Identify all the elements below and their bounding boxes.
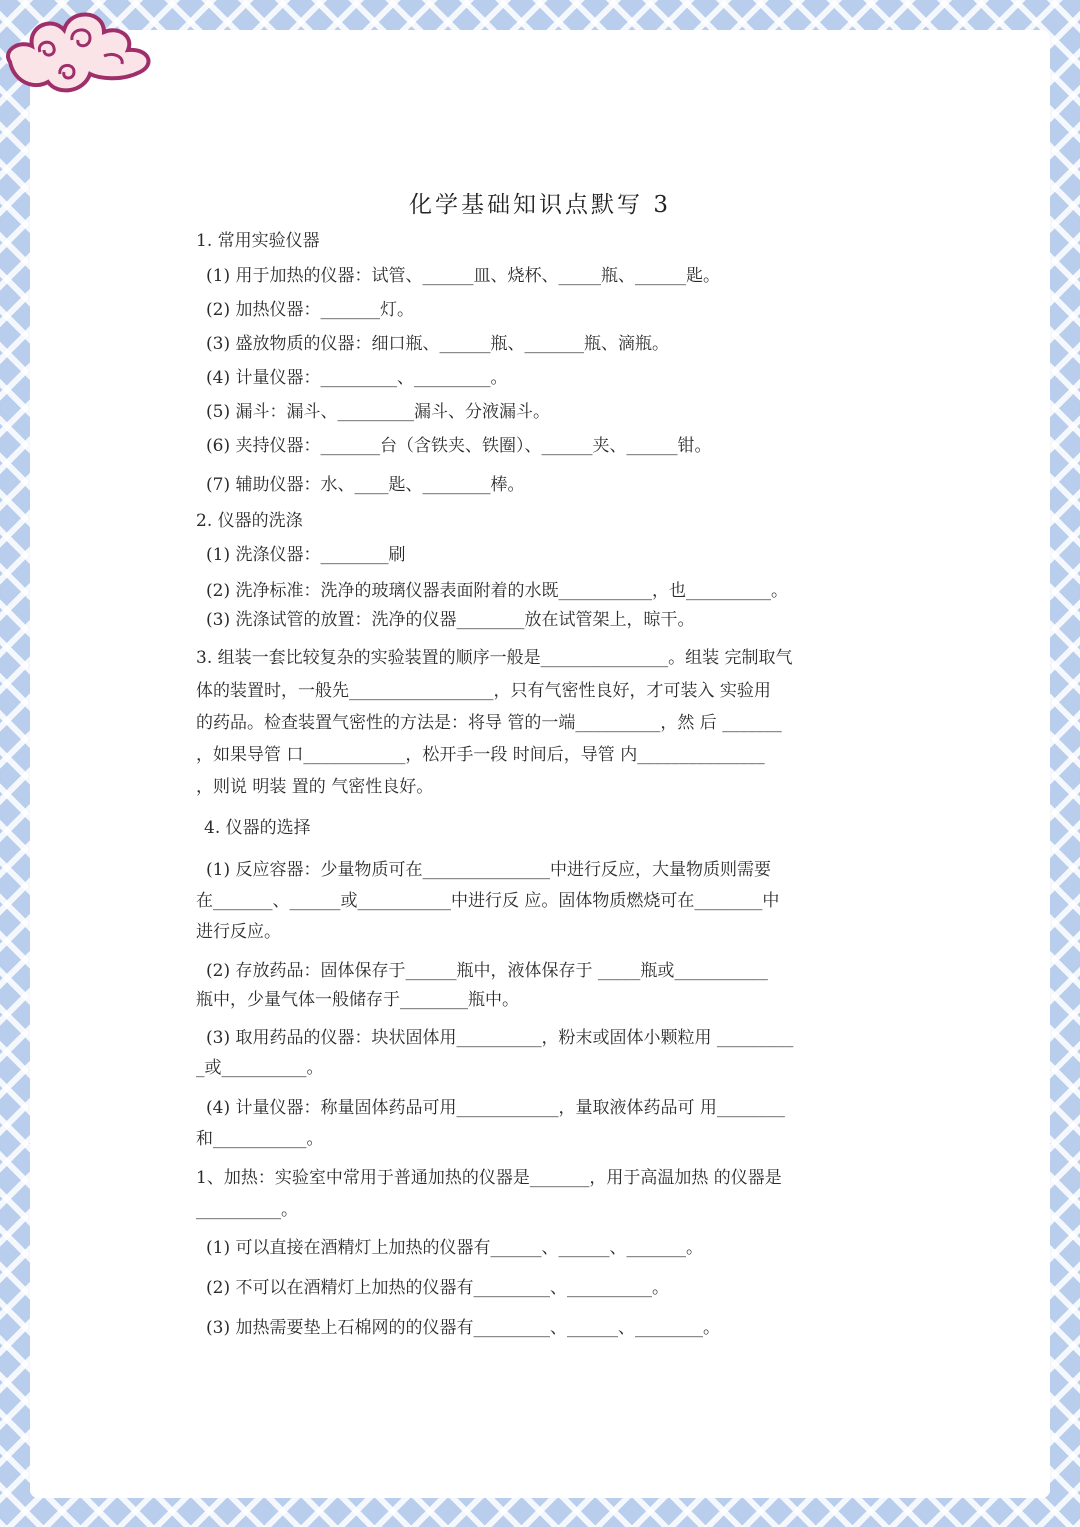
worksheet-line-s1_1: (1) 用于加热的仪器：试管、______皿、烧杯、_____瓶、______匙。: [206, 266, 720, 286]
worksheet-line-s3_c: 的药品。检查装置气密性的方法是：将导 管的一端__________，然 后 _______: [196, 713, 782, 733]
worksheet-line-s4_2b: 瓶中，少量气体一般储存于________瓶中。: [196, 990, 519, 1010]
worksheet-line-s2_1: (1) 洗涤仪器：________刷: [206, 545, 406, 565]
worksheet-line-s4: 4. 仪器的选择: [204, 818, 311, 838]
worksheet-line-s2_3: (3) 洗涤试管的放置：洗净的仪器________放在试管架上，晾干。: [206, 610, 695, 630]
worksheet-line-s4_3a: (3) 取用药品的仪器：块状固体用__________，粉末或固体小颗粒用 _________: [206, 1028, 794, 1048]
worksheet-line-s2_2: (2) 洗净标准：洗净的玻璃仪器表面附着的水既___________，也__________。: [206, 581, 788, 601]
worksheet-line-s1_5: (5) 漏斗：漏斗、_________漏斗、分液漏斗。: [206, 402, 550, 422]
worksheet-line-s4_4b: 和___________。: [196, 1129, 324, 1149]
worksheet-line-s1_6: (6) 夹持仪器：_______台（含铁夹、铁圈）、______夹、______钳。: [206, 436, 712, 456]
worksheet-line-s4_1b: 在_______、______或___________中进行反 应。固体物质燃烧可在________中: [196, 891, 780, 911]
worksheet-line-s4_2a: (2) 存放药品：固体保存于______瓶中，液体保存于 _____瓶或___________: [206, 961, 768, 981]
worksheet-line-s4_4a: (4) 计量仪器：称量固体药品可用____________，量取液体药品可 用________: [206, 1098, 785, 1118]
worksheet-line-s3_a: 3. 组装一套比较复杂的实验装置的顺序一般是_______________。组装 完制取气: [196, 648, 793, 668]
worksheet-line-h1a: 1、加热：实验室中常用于普通加热的仪器是_______，用于高温加热 的仪器是: [196, 1168, 782, 1188]
worksheet-line-s1_7: (7) 辅助仪器：水、____匙、________棒。: [206, 475, 525, 495]
worksheet-line-h1b: __________。: [196, 1200, 298, 1220]
worksheet-line-s3_e: ，则说 明装 置的 气密性良好。: [196, 777, 434, 797]
worksheet-line-h1_2: (2) 不可以在酒精灯上加热的仪器有_________、__________。: [206, 1278, 669, 1298]
worksheet-line-s4_1c: 进行反应。: [196, 922, 281, 942]
worksheet-line-s1_3: (3) 盛放物质的仪器：细口瓶、______瓶、_______瓶、滴瓶。: [206, 334, 669, 354]
worksheet-line-s1_2: (2) 加热仪器：_______灯。: [206, 300, 414, 320]
worksheet-line-s1: 1. 常用实验仪器: [196, 231, 320, 251]
worksheet-line-s1_4: (4) 计量仪器：_________、_________。: [206, 368, 508, 388]
worksheet-line-s3_d: ，如果导管 口____________，松开手一段 时间后，导管 内_______________: [196, 745, 765, 765]
cloud-ornament-icon: [0, 0, 160, 105]
worksheet-line-h1_3: (3) 加热需要垫上石棉网的的仪器有_________、______、________。: [206, 1318, 720, 1338]
worksheet-line-h1_1: (1) 可以直接在酒精灯上加热的仪器有______、______、_______。: [206, 1238, 703, 1258]
worksheet-line-s3_b: 体的装置时，一般先_________________，只有气密性良好，才可装入 实验用: [196, 681, 771, 701]
worksheet-line-s2: 2. 仪器的洗涤: [196, 511, 303, 531]
worksheet-title: 化学基础知识点默写 3: [409, 192, 671, 218]
worksheet-line-s4_3b: _或__________。: [196, 1058, 324, 1078]
worksheet-line-s4_1a: (1) 反应容器：少量物质可在_______________中进行反应，大量物质则需要: [206, 860, 771, 880]
